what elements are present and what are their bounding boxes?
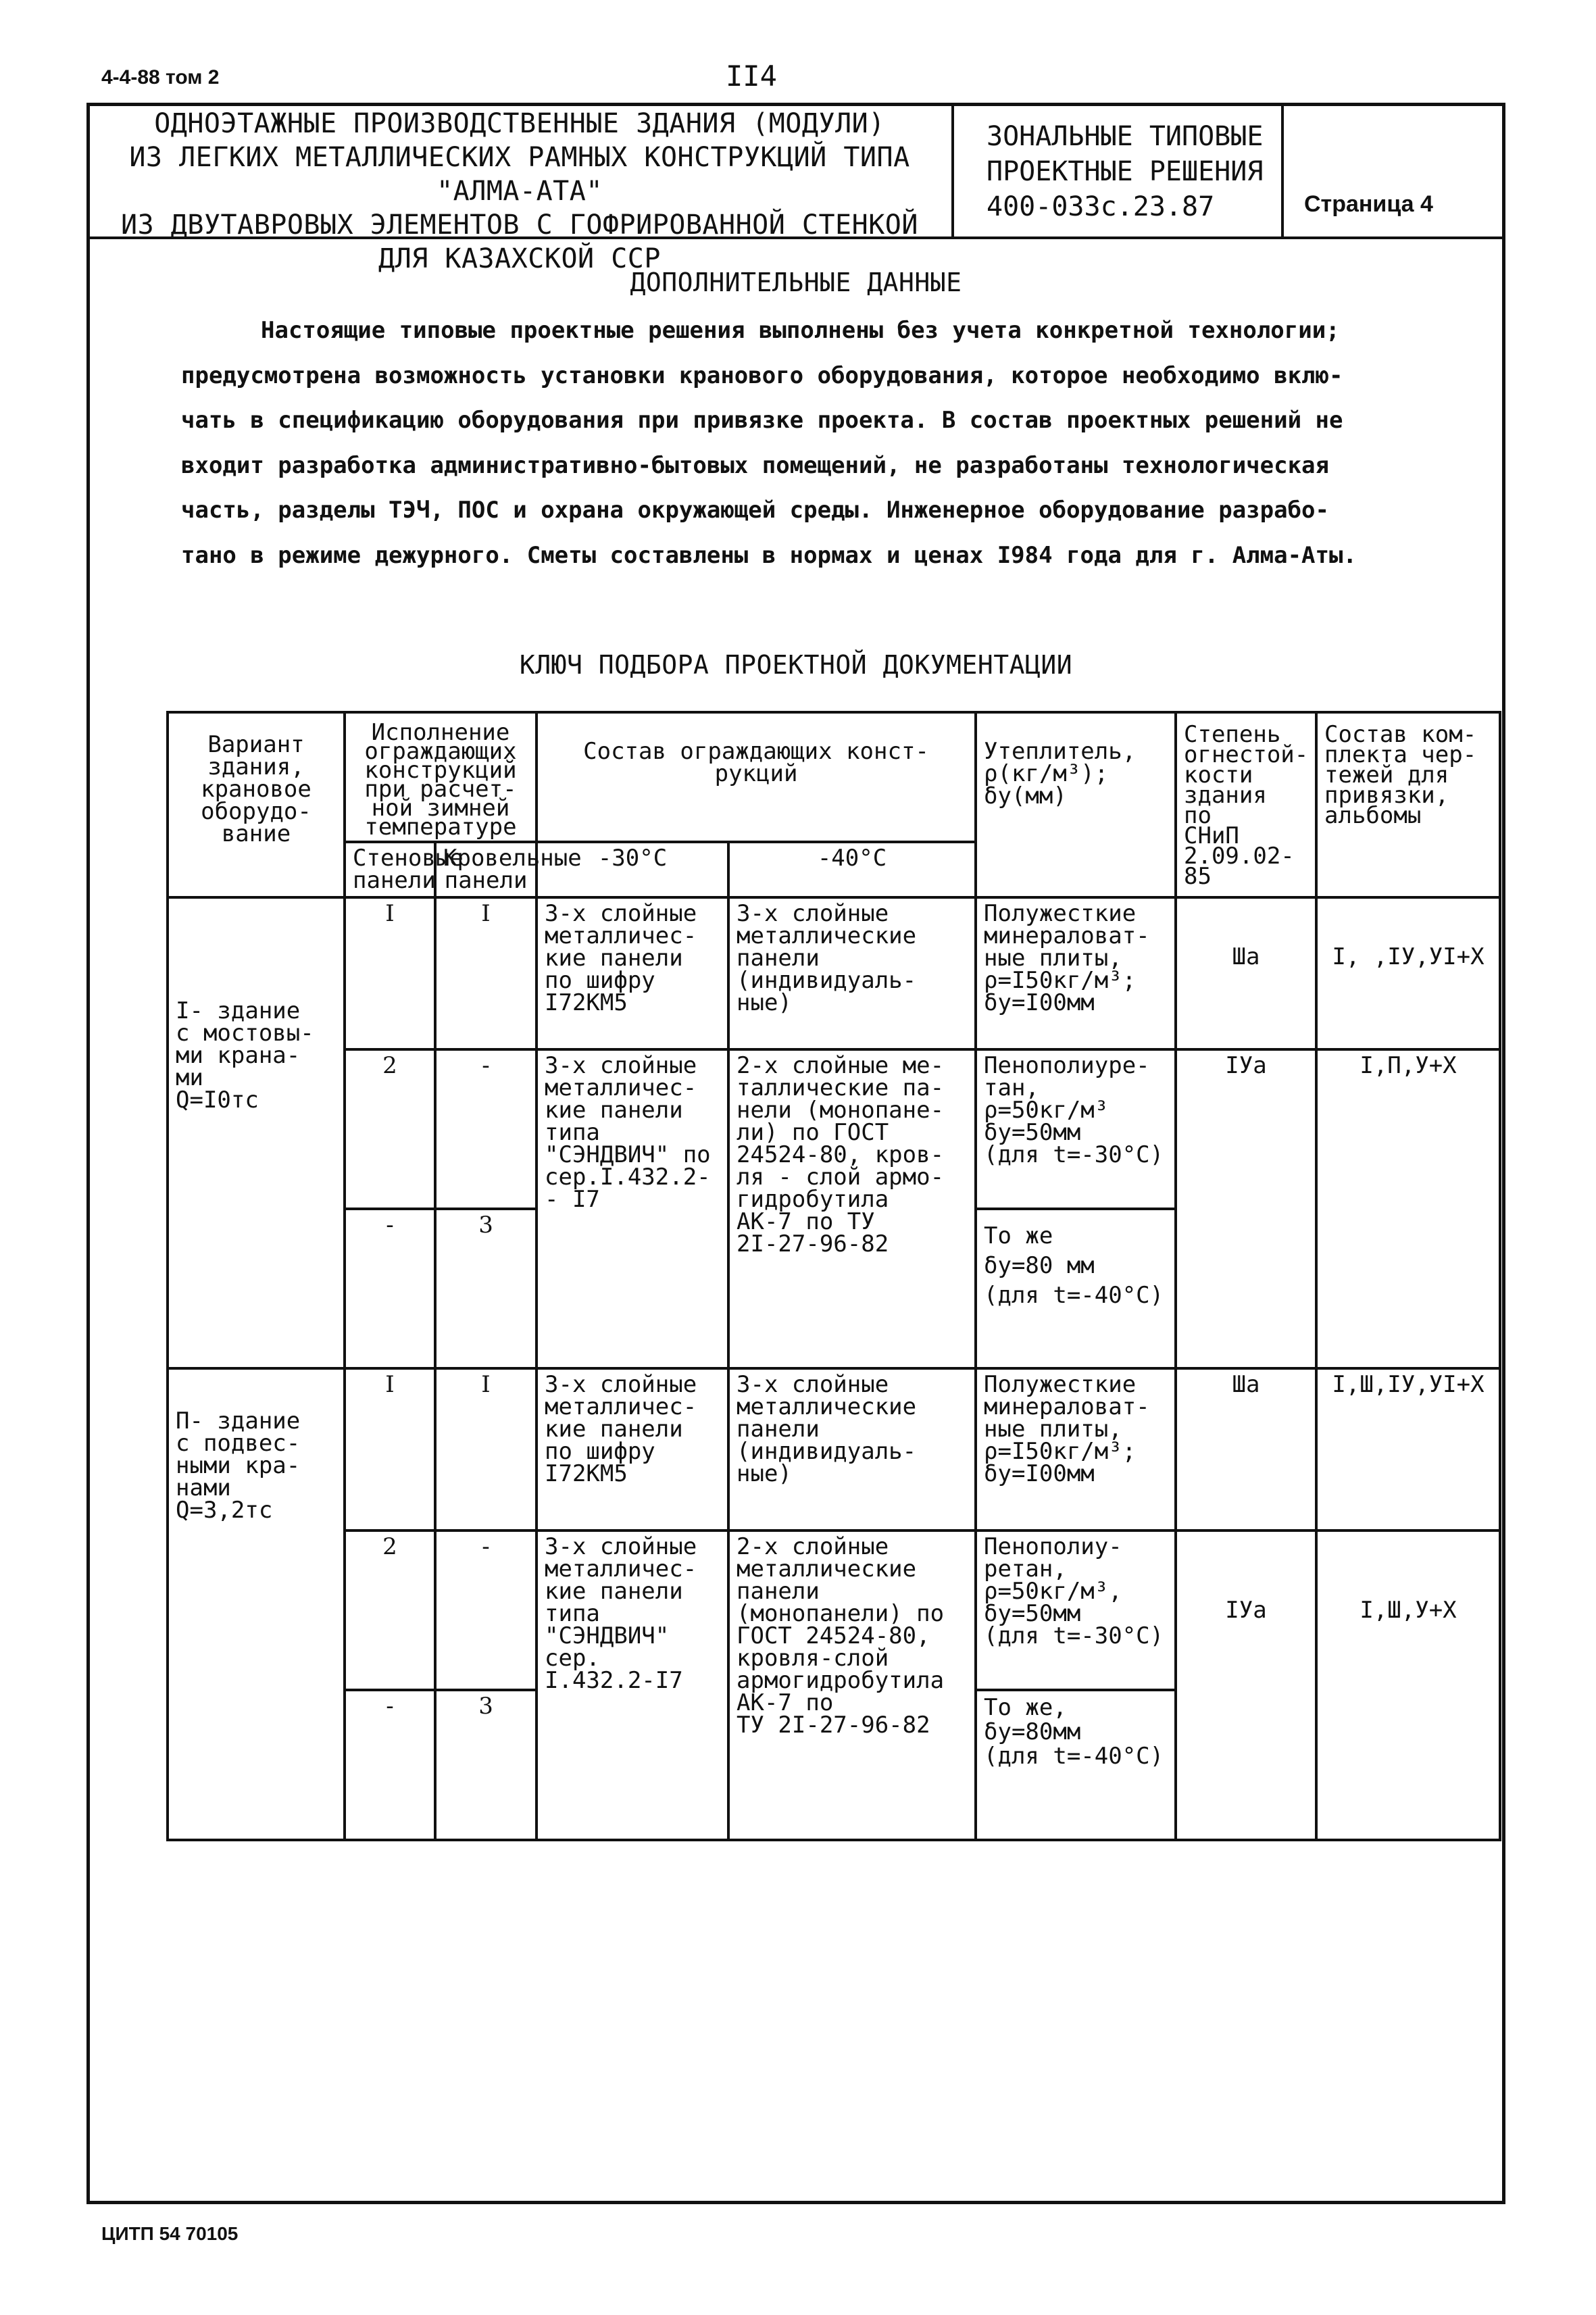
cell-wall-panels: 3-х слойные металличес- кие панели типа "СЭНДВИЧ" сер. I.432.2-I7: [537, 1530, 728, 1840]
header-title-line: ИЗ ЛЕГКИХ МЕТАЛЛИЧЕСКИХ РАМНЫХ КОНСТРУКЦИЙ ТИПА "АЛМА-АТА": [129, 142, 910, 207]
variant-building-1: I- здание с мостовы- ми крана- ми Q=I0тс: [168, 897, 345, 1368]
variant-building-2: П- здание с подвес- ными кра- нами Q=3,2тс: [168, 1368, 345, 1840]
cell-t40: -: [435, 1049, 537, 1209]
header-roof-panels: Кровельные панели: [435, 842, 537, 897]
cell-drawing-set: I,Ш,У+Х: [1316, 1530, 1500, 1840]
header-execution: Исполнение ограждающих конструкций при расчет- ной зимней температуре: [345, 712, 537, 842]
cell-t40: 3: [435, 1209, 537, 1368]
cell-t30: -: [345, 1209, 435, 1368]
additional-data-title: ДОПОЛНИТЕЛЬНЫЕ ДАННЫЕ: [630, 268, 962, 297]
cell-fire-resistance: Шa: [1176, 1368, 1316, 1530]
series-line: ПРОЕКТНЫЕ РЕШЕНИЯ: [987, 156, 1264, 187]
cell-drawing-set: I, ,IУ,УI+Х: [1316, 897, 1500, 1049]
cell-fire-resistance: Шa: [1176, 897, 1316, 1049]
paragraph-line: чать в спецификацию оборудования при привязке проекта. В состав проектных решений не: [181, 407, 1343, 434]
cell-insulation: То же, δу=80мм (для t=-40°С): [976, 1690, 1176, 1840]
paragraph-line: тано в режиме дежурного. Сметы составлены в нормах и ценах I984 года для г. Алма-Аты.: [181, 541, 1357, 569]
header-temp-40: -40°С: [728, 842, 976, 897]
header-title-line: ИЗ ДВУТАВРОВЫХ ЭЛЕМЕНТОВ С ГОФРИРОВАННОЙ СТЕНКОЙ: [121, 209, 918, 241]
cell-wall-panels: 3-х слойные металличес- кие панели типа "СЭНДВИЧ" по сер.I.432.2- - I7: [537, 1049, 728, 1368]
header-drawing-set: Состав ком- плекта чер- тежей для привязки, альбомы: [1316, 712, 1500, 897]
header-divider-2: [1281, 103, 1284, 238]
cell-wall-panels: 3-х слойные металличес- кие панели по шифру I72КМ5: [537, 897, 728, 1049]
cell-insulation: То же δу=80 мм (для t=-40°С): [976, 1209, 1176, 1368]
header-series: [987, 119, 1263, 224]
cell-t40: I: [435, 897, 537, 1049]
cell-fire-resistance: IУа: [1176, 1530, 1316, 1840]
header-composition: Состав ограждающих конст- рукций: [537, 712, 976, 842]
cell-drawing-set: I,Ш,IУ,УI+Х: [1316, 1368, 1500, 1530]
cell-t30: 2: [345, 1530, 435, 1690]
cell-t40: -: [435, 1530, 537, 1690]
cell-insulation: Пенополиуре- тан, ρ=50кг/м³ δу=50мм (для t=-30°С): [976, 1049, 1176, 1209]
cell-t40: 3: [435, 1690, 537, 1840]
header-divider-1: [951, 103, 954, 238]
cell-wall-panels: 3-х слойные металличес- кие панели по шифру I72КМ5: [537, 1368, 728, 1530]
documentation-key-table: [166, 711, 1501, 1841]
cell-roof-panels: 2-х слойные ме- таллические па- нели (монопане- ли) по ГОСТ 24524-80, кров- ля - слой армо- гидробутила АК-7 по ТУ 2I-27-96-82: [728, 1049, 976, 1368]
header-title-line: ДЛЯ КАЗАХСКОЙ ССР: [378, 243, 661, 274]
cell-t30: I: [345, 897, 435, 1049]
cell-roof-panels: 3-х слойные металлические панели (индивидуаль- ные): [728, 1368, 976, 1530]
cell-roof-panels: 3-х слойные металлические панели (индивидуаль- ные): [728, 897, 976, 1049]
footer-stamp: ЦИТП 54 70105: [101, 2223, 239, 2244]
table-row: [168, 1368, 1500, 1530]
paragraph-line: предусмотрена возможность установки кранового оборудования, которое необходимо вклю-: [181, 362, 1343, 389]
header-title: [89, 107, 950, 276]
header-wall-panels: Стеновые панели: [345, 842, 435, 897]
header-fire-resistance: Степень огнестой- кости здания по СНиП 2.09.02- 85: [1176, 712, 1316, 897]
cell-insulation: Полужесткие минераловат- ные плиты, ρ=I50кг/м³; δу=I00мм: [976, 1368, 1176, 1530]
header-variant: Вариант здания, крановое оборудо- вание: [168, 712, 345, 897]
cell-insulation: Пенополиу- ретан, ρ=50кг/м³, δу=50мм (для t=-30°С): [976, 1530, 1176, 1690]
sheet-page-label: Страница 4: [1304, 191, 1433, 217]
series-line: ЗОНАЛЬНЫЕ ТИПОВЫЕ: [987, 121, 1264, 152]
cell-roof-panels: 2-х слойные металлические панели (монопанели) по ГОСТ 24524-80, кровля-слой армогидробутила АК-7 по ТУ 2I-27-96-82: [728, 1530, 976, 1840]
page-number: II4: [726, 59, 777, 93]
doc-reference: 4-4-88 том 2: [101, 66, 220, 89]
header-temp-30: -30°С: [537, 842, 728, 897]
table-row: [168, 1049, 1500, 1209]
header-title-line: ОДНОЭТАЖНЫЕ ПРОИЗВОДСТВЕННЫЕ ЗДАНИЯ (МОДУЛИ): [154, 108, 885, 139]
additional-data-text: [181, 308, 1357, 578]
header-insulation: Утеплитель, ρ(кг/м³); δу(мм): [976, 712, 1176, 897]
table-header-row: [168, 712, 1500, 842]
table-row: [168, 897, 1500, 1049]
series-code: 400-033с.23.87: [987, 191, 1215, 222]
paragraph-line: часть, разделы ТЭЧ, ПОС и охрана окружающей среды. Инженерное оборудование разрабо-: [181, 497, 1329, 524]
cell-t30: 2: [345, 1049, 435, 1209]
table-row: [168, 1530, 1500, 1690]
key-title: КЛЮЧ ПОДБОРА ПРОЕКТНОЙ ДОКУМЕНТАЦИИ: [519, 650, 1073, 680]
cell-fire-resistance: IУа: [1176, 1049, 1316, 1368]
cell-t40: I: [435, 1368, 537, 1530]
paragraph-line: Настоящие типовые проектные решения выполнены без учета конкретной технологии;: [261, 317, 1340, 344]
cell-t30: I: [345, 1368, 435, 1530]
paragraph-line: входит разработка административно-бытовых помещений, не разработаны технологическая: [181, 451, 1329, 479]
cell-insulation: Полужесткие минераловат- ные плиты, ρ=I50кг/м³; δу=I00мм: [976, 897, 1176, 1049]
cell-drawing-set: I,П,У+Х: [1316, 1049, 1500, 1368]
cell-t30: -: [345, 1690, 435, 1840]
